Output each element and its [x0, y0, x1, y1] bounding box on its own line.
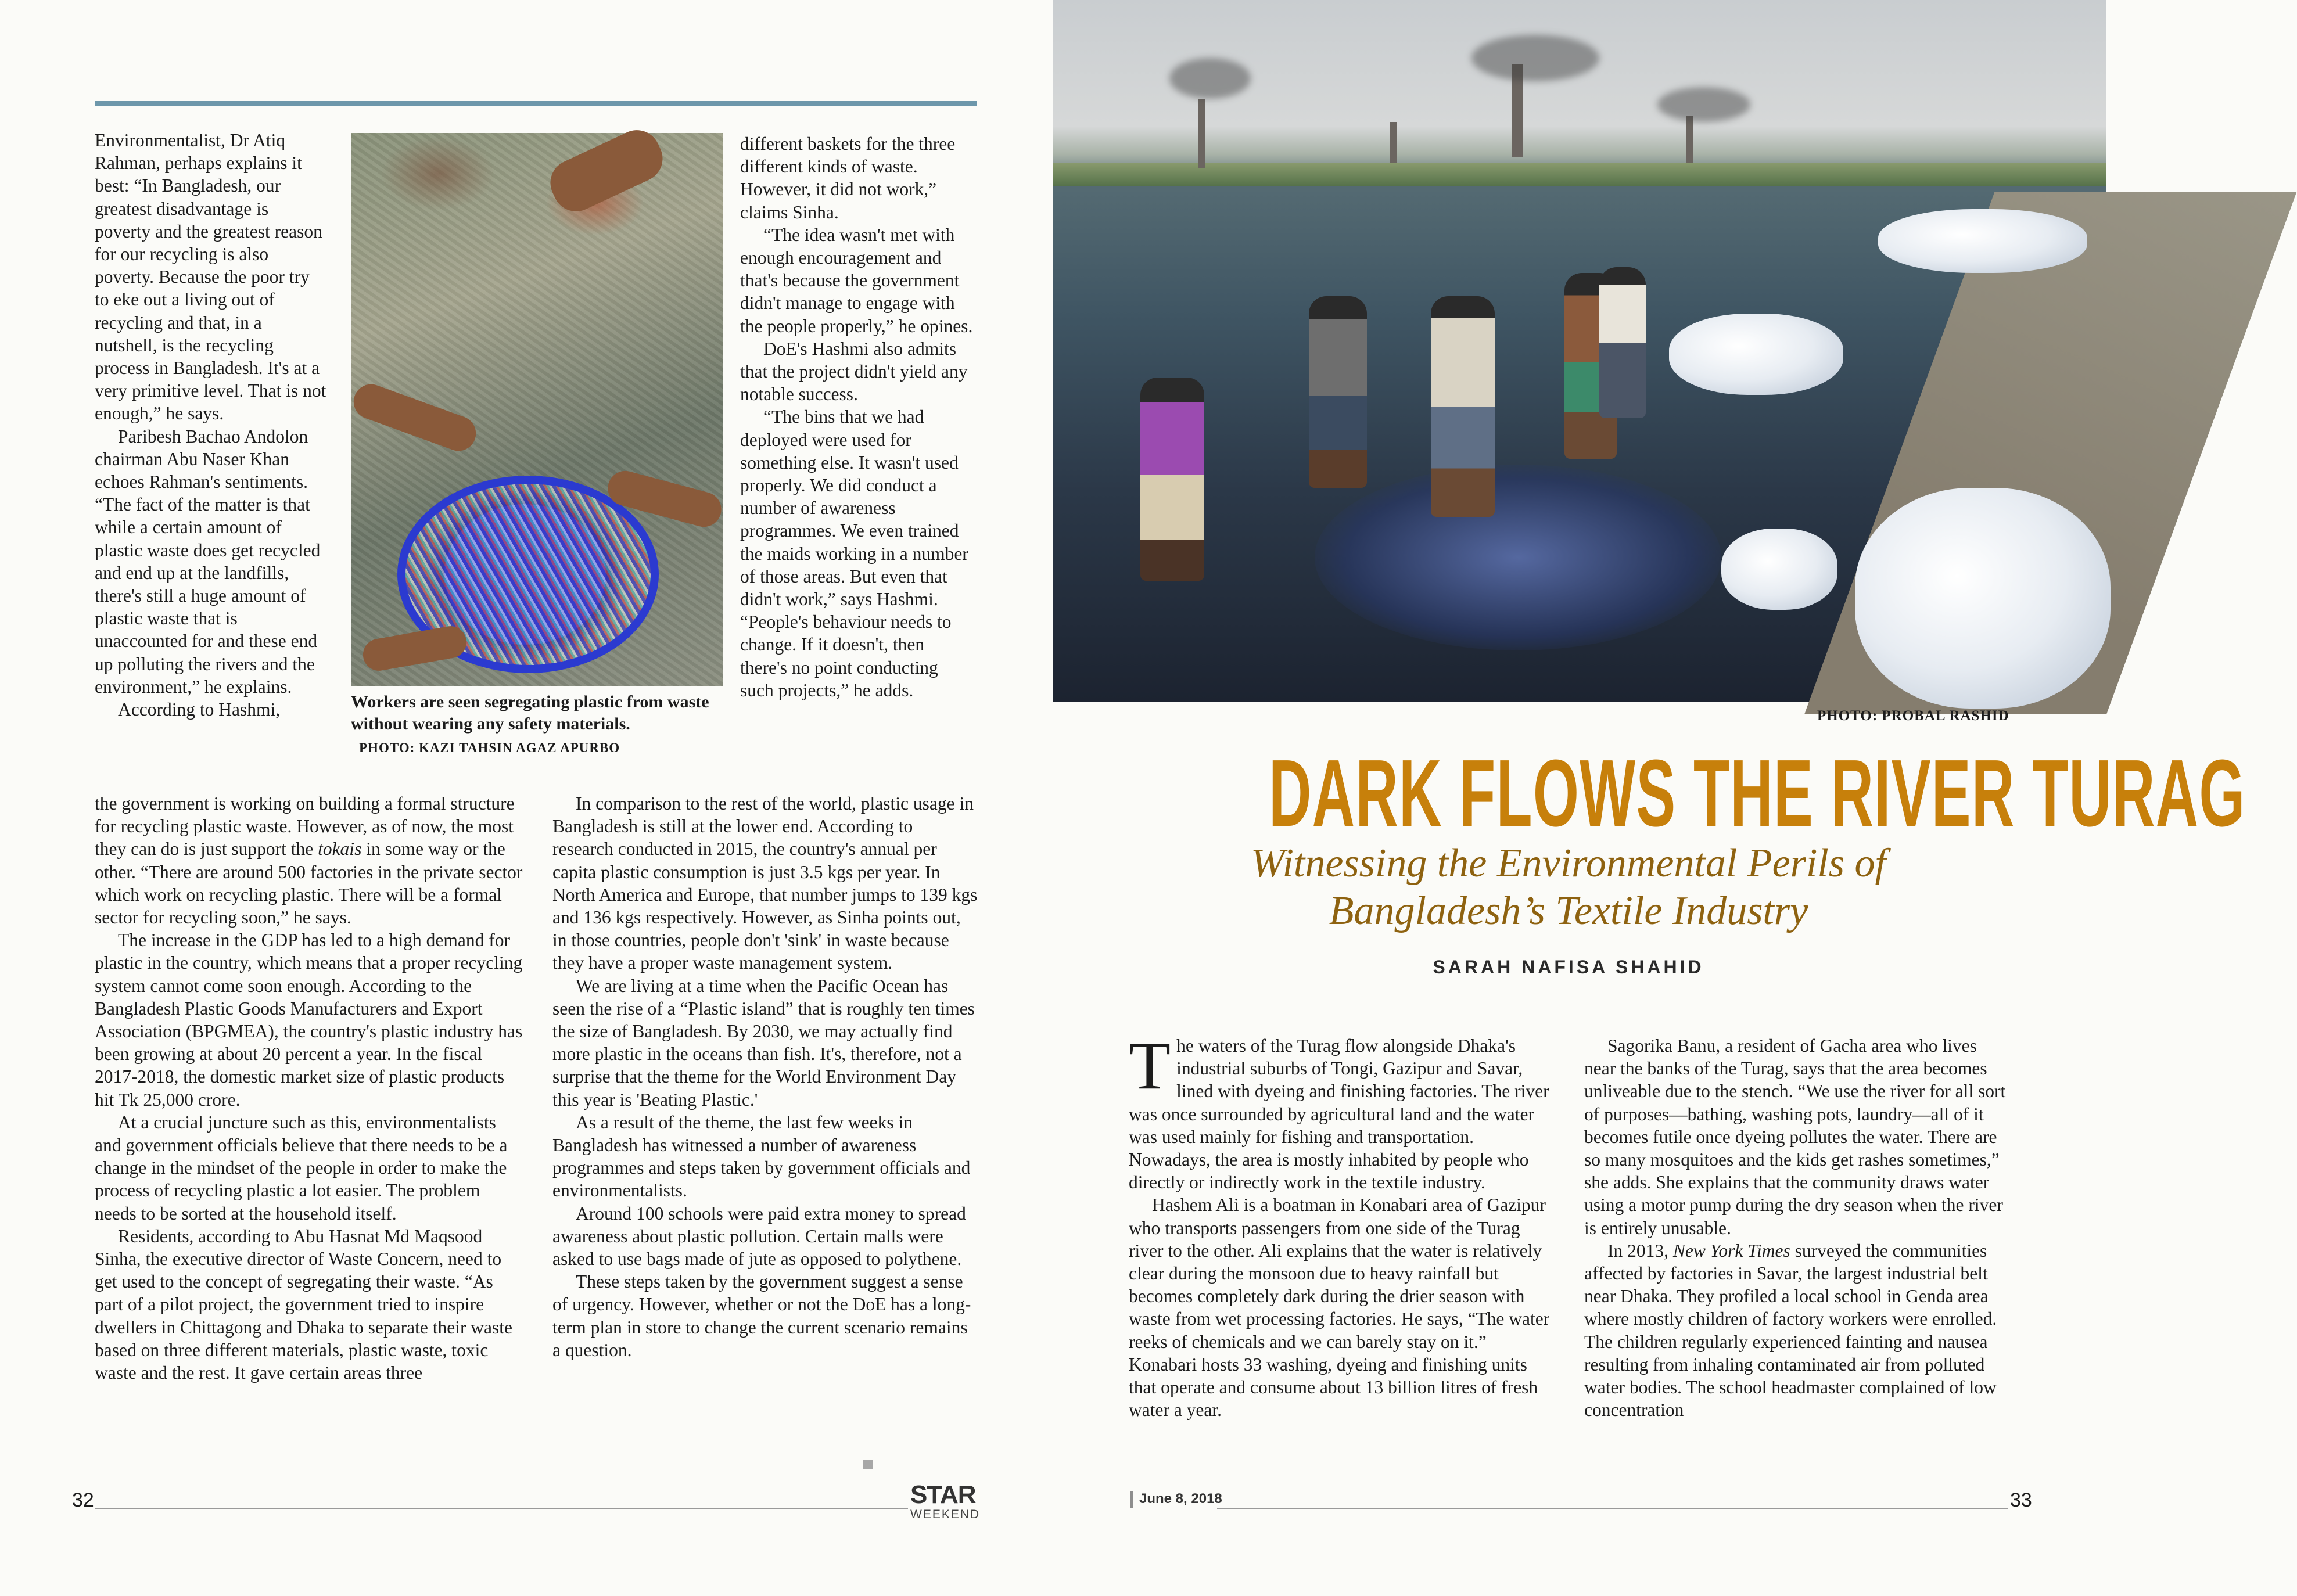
paragraph: As a result of the theme, the last few weeks in Bangladesh has witnessed a number of awareness programmes and steps taken by government officials and environmentalists. — [552, 1112, 971, 1201]
paragraph: Sagorika Banu, a resident of Gacha area who lives near the banks of the Turag, says that the area becomes unliveable due to the stench. “We use the river for all sort of purposes—bathing, washing pots, laundry—all of it becomes futile once dyeing pollutes the water. There are so many mosquitoes and the kids get rashes sometimes,” she adds. She explains that the community draws water using a motor pump during the dry season when the river is entirely unusable. — [1584, 1036, 2006, 1238]
right-column-2 — [1584, 1034, 2011, 1421]
left-column-2-bottom — [552, 792, 978, 1361]
photo-caption: Workers are seen segregating plastic from waste without wearing any safety materials. — [351, 692, 709, 734]
top-rule — [95, 101, 977, 106]
paragraph: “The bins that we had deployed were used for something else. It wasn't used properly. We did conduct a number of awareness programmes. We even trained the maids working in a number of those areas. But even that didn't work,” says Hashmi. “People's behaviour needs to change. If it doesn't, then there's no point conducting such projects,” he adds. — [740, 407, 968, 700]
page-number-right: 33 — [2010, 1489, 2032, 1511]
paragraph: “The idea wasn't met with enough encouragement and that's because the government didn't manage to engage with the people properly,” he opines. — [740, 224, 973, 336]
photo-credit: PHOTO: KAZI TAHSIN AGAZ APURBO — [359, 741, 620, 755]
issue-date: June 8, 2018 — [1139, 1491, 1222, 1507]
article-subheadline: Witnessing the Environmental Perils of Bangladesh’s Textile Industry — [1251, 841, 1886, 933]
paragraph: different baskets for the three different kinds of waste. However, it did not work,” claims Sinha. — [740, 134, 956, 222]
paragraph: We are living at a time when the Pacific Ocean has seen the rise of a “Plastic island” that is roughly ten times the size of Bangladesh. By 2030, we may actually find more plastic in the oceans than fish. It's, therefore, not a surprise that the theme for the World Environment Day this year is 'Beating Plastic.' — [552, 975, 975, 1110]
paragraph: According to Hashmi, — [118, 699, 281, 720]
drop-cap: T — [1129, 1027, 1171, 1103]
left-column-1-top — [95, 129, 327, 721]
paragraph: These steps taken by the government suggest a sense of urgency. However, whether or not the DoE has a long-term plan in store to change the current scenario remains a question. — [552, 1271, 971, 1360]
paragraph: In 2013, New York Times surveyed the communities affected by factories in Savar, the largest industrial belt near Dhaka. They profiled a local school in Genda area where mostly children of factory workers were enrolled. The children regularly experienced fainting and nausea resulting from inhaling contaminated air from polluted water bodies. The school headmaster complained of low concentration — [1584, 1240, 1997, 1421]
paragraph: At a crucial juncture such as this, environmentalists and government officials believe that there needs to be a change in the mindset of the people in order to make the process of recycling plastic a lot easier. The problem needs to be sorted at the household itself. — [95, 1112, 508, 1224]
left-column-3-top — [740, 132, 975, 702]
paragraph: Residents, according to Abu Hasnat Md Maqsood Sinha, the executive director of Waste Concern, need to get used to the concept of segregating their waste. “As part of a pilot project, the government tried to inspire dwellers in Chittagong and Dhaka to separate their waste based on three different materials, plastic waste, toxic waste and the rest. It gave certain areas three — [95, 1225, 513, 1383]
paragraph: Hashem Ali is a boatman in Konabari area of Gazipur who transports passengers from one side of the Turag river to the other. Ali explains that the water is relatively clear during the monsoon due to heavy rainfall but becomes completely dark during the drier season with waste from wet processing factories. He says, “The water reeks of chemicals and we can barely stay on it.” Konabari hosts 33 washing, dyeing and finishing units that operate and consume about 13 billion litres of fresh water a year. — [1129, 1195, 1550, 1421]
end-mark — [863, 1460, 873, 1469]
paragraph: Around 100 schools were paid extra money to spread awareness about plastic pollution. Certain malls were asked to use bags made of jute as opposed to polythene. — [552, 1203, 966, 1270]
article-byline: SARAH NAFISA SHAHID — [1433, 957, 1704, 977]
photo-credit: PHOTO: PROBAL RASHID — [1817, 708, 2009, 724]
paragraph: In comparison to the rest of the world, plastic usage in Bangladesh is still at the lower end. According to research conducted in 2015, the country's annual per capita plastic consumption is just 3.5 kgs per year. In North America and Europe, that number jumps to 139 kgs and 136 kgs respectively. However, as Sinha points out, in those countries, people don't 'sink' in waste because they have a proper waste management system. — [552, 793, 978, 973]
article-headline: DARK FLOWS THE RIVER TURAG — [1269, 740, 2246, 846]
left-column-1-bottom — [95, 792, 525, 1384]
recycling-photo — [351, 133, 723, 686]
star-weekend-logo-sub: WEEKEND — [910, 1508, 981, 1521]
paragraph: DoE's Hashmi also admits that the project didn't yield any notable success. — [740, 338, 968, 405]
right-column-1 — [1129, 1027, 1556, 1421]
page-number-left: 32 — [72, 1489, 94, 1511]
paragraph: Environmentalist, Dr Atiq Rahman, perhaps explains it best: “In Bangladesh, our greatest disadvantage is poverty and the greatest reason for our recycling is also poverty. Because the poor try to eke out a living out of recycling and that, in a nutshell, is the recycling process in Bangladesh. It's at a very primitive level. That is not enough,” he says. — [95, 130, 326, 424]
paragraph: The waters of the Turag flow alongside Dhaka's industrial suburbs of Tongi, Gazipur and Savar, lined with dyeing and finishing factories. The river was once surrounded by agricultural land and the water was used mainly for fishing and transportation. Nowadays, the area is mostly inhabited by people who directly or indirectly work in the textile industry. — [1129, 1027, 1549, 1193]
footer-rule-left — [95, 1508, 908, 1509]
footer-rule-right — [1217, 1508, 2008, 1509]
date-marker — [1130, 1491, 1133, 1508]
star-weekend-logo: STAR — [910, 1480, 976, 1509]
paragraph: The increase in the GDP has led to a high demand for plastic in the country, which means that a proper recycling system cannot come soon enough. According to the Bangladesh Plastic Goods Manufacturers and Export Association (BPGMEA), the country's plastic industry has been growing at about 20 percent a year. In the fiscal 2017-2018, the domestic market size of plastic products hit Tk 25,000 crore. — [95, 930, 523, 1110]
paragraph: the government is working on building a formal structure for recycling plastic waste. However, as of now, the most they can do is just support the tokais in some way or the other. “There are around 500 factories in the private sector which work on recycling plastic. There will be a formal sector for recycling soon,” he says. — [95, 793, 523, 928]
river-photo — [1053, 0, 2106, 702]
paragraph: Paribesh Bachao Andolon chairman Abu Naser Khan echoes Rahman's sentiments. “The fact of the matter is that while a certain amount of plastic waste does get recycled and end up at the landfills, there's still a huge amount of plastic waste that is unaccounted for and these end up polluting the rivers and the environment,” he explains. — [95, 426, 321, 697]
